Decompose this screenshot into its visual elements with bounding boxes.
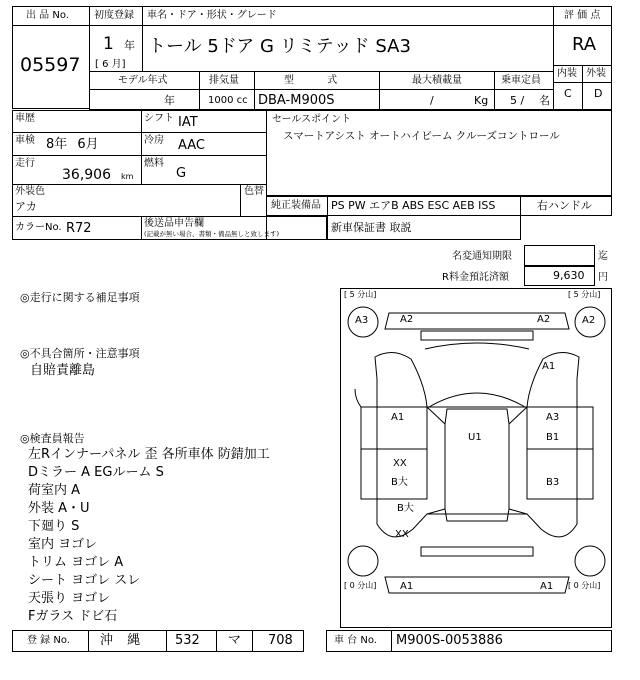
exterior-label: 外装	[586, 68, 606, 79]
interior-value: C	[564, 87, 572, 100]
first-reg-year: 1	[103, 34, 114, 54]
inspector-line: シート ヨゴレ スレ	[28, 573, 141, 588]
first-reg-year-unit: 年	[124, 39, 135, 52]
color-change-label: 色替	[244, 186, 264, 197]
mileage-label: 走行	[15, 158, 35, 169]
mileage-unit: km	[121, 172, 134, 181]
model-name: トール 5ドア G リミテッド SA3	[148, 36, 411, 57]
warranty-value: 新車保証書 取説	[331, 221, 412, 234]
inspector-line: トリム ヨゴレ A	[28, 555, 124, 570]
chassis-label: 車 台 No.	[334, 635, 377, 646]
inspector-line: Fガラス ドビ石	[28, 609, 118, 624]
grade-value: RA	[572, 34, 597, 55]
reg-num: 708	[268, 633, 293, 648]
roof-mark: U1	[468, 432, 482, 443]
fuel-label: 燃料	[144, 158, 164, 169]
bumper-rear-right-mark: A1	[540, 581, 554, 592]
color-no-label: カラーNo.	[15, 222, 62, 233]
handle-value: 右ハンドル	[537, 199, 592, 212]
history-label: 車歴	[15, 113, 35, 124]
displacement-label: 排気量	[209, 75, 239, 86]
reg-class: 532	[175, 633, 200, 648]
interior-label: 内装	[557, 68, 577, 79]
bumper-front-right-mark: A2	[537, 314, 551, 325]
fender-right-mark: A1	[542, 361, 556, 372]
bumper-front-left-mark: A2	[400, 314, 414, 325]
inspection-value: 8年 6月	[46, 137, 99, 152]
first-reg-label: 初度登録	[94, 10, 134, 21]
inspection-label: 車検	[15, 135, 35, 146]
inspector-line: 左Rインナーパネル 歪 各所車体 防錆加工	[28, 447, 270, 462]
grade-label: 評 価 点	[564, 10, 601, 21]
tire-br: [ 0 分山]	[568, 581, 601, 590]
lot-no: 05597	[20, 54, 81, 76]
change-deadline-unit: 迄	[598, 251, 608, 262]
wheel-tl-mark: A3	[355, 315, 369, 326]
defect-text: 自賠責離島	[30, 363, 96, 378]
car-outline-svg	[341, 289, 613, 629]
model-year-label: モデル年式	[118, 75, 168, 86]
quarter-left-b-mark: XX	[395, 529, 409, 540]
shift-label: シフト	[144, 113, 174, 124]
tire-tl: [ 5 分山]	[344, 290, 377, 299]
type-label: 型 式	[284, 75, 338, 86]
lot-no-label: 出 品 No.	[26, 10, 69, 21]
capacity-value: 5 /	[510, 94, 525, 107]
color-label: 外装色	[15, 186, 45, 197]
inspector-line: 下廻り S	[28, 519, 80, 534]
displacement: 1000 cc	[208, 95, 248, 106]
wheel-tr-mark: A2	[582, 315, 596, 326]
max-load-label: 最大積載量	[412, 75, 462, 86]
shift-value: IAT	[178, 115, 198, 130]
door-left-rear-a-mark: XX	[393, 458, 407, 469]
door-right-front-b-mark: B1	[546, 432, 560, 443]
inspector-line: 外装 A・U	[28, 501, 90, 516]
door-left-rear-b-mark: B大	[391, 477, 408, 488]
recycle-unit: 円	[598, 272, 608, 283]
docs-label: 後送品申告欄	[144, 218, 204, 229]
running-notes-label: ◎走行に関する補足事項	[20, 291, 140, 304]
load-unit: Kg	[474, 94, 489, 107]
inspector-label: ◎検査員報告	[20, 432, 85, 445]
quarter-left-a-mark: B大	[397, 503, 414, 514]
exterior-value: D	[594, 87, 603, 100]
mileage-value: 36,906	[62, 167, 111, 183]
defect-label: ◎不具合箇所・注意事項	[20, 347, 140, 360]
equipment-label: 純正装備品	[271, 200, 321, 211]
recycle-label: R料金預託済額	[442, 272, 509, 283]
inspector-line: 天張り ヨゴレ	[28, 591, 111, 606]
reg-kana: マ	[228, 633, 242, 648]
color-value: アカ	[15, 200, 37, 213]
capacity-label: 乗車定員	[501, 75, 541, 86]
sales-text: スマートアシスト オートハイビーム クルーズコントロール	[283, 130, 560, 142]
equipment-items: PS PW エアB ABS ESC AEB ISS	[331, 199, 496, 212]
reg-label: 登 録 No.	[27, 635, 70, 646]
bumper-rear-left-mark: A1	[400, 581, 414, 592]
load-slash: /	[430, 94, 434, 107]
model-year-unit: 年	[164, 94, 175, 107]
change-deadline-label: 名変通知期限	[452, 251, 512, 262]
inspector-line: 荷室内 A	[28, 483, 81, 498]
door-right-rear-mark: B3	[546, 477, 560, 488]
inspector-line: 室内 ヨゴレ	[28, 537, 98, 552]
model-header: 車名・ドア・形状・グレード	[147, 10, 277, 21]
change-deadline-box	[524, 245, 595, 266]
car-diagram	[340, 288, 612, 628]
ac-label: 冷房	[144, 135, 164, 146]
door-right-front-a-mark: A3	[546, 412, 560, 423]
docs-note: (記載が無い場合、書類・備品無しと致します)	[144, 230, 280, 238]
ac-value: AAC	[178, 138, 205, 153]
first-reg-month: [ 6 月]	[95, 59, 126, 70]
reg-region: 沖 縄	[100, 633, 141, 648]
capacity-unit: 名	[539, 94, 550, 107]
color-no: R72	[66, 221, 92, 236]
tire-tr: [ 5 分山]	[568, 290, 601, 299]
door-left-front-mark: A1	[391, 412, 405, 423]
sales-label: セールスポイント	[272, 114, 352, 125]
recycle-value: 9,630	[553, 269, 585, 282]
inspector-line: Dミラー A EGルーム S	[28, 465, 164, 480]
fuel-value: G	[176, 166, 187, 181]
chassis-no: M900S-0053886	[396, 633, 503, 648]
type-value: DBA-M900S	[258, 93, 335, 108]
tire-bl: [ 0 分山]	[344, 581, 377, 590]
